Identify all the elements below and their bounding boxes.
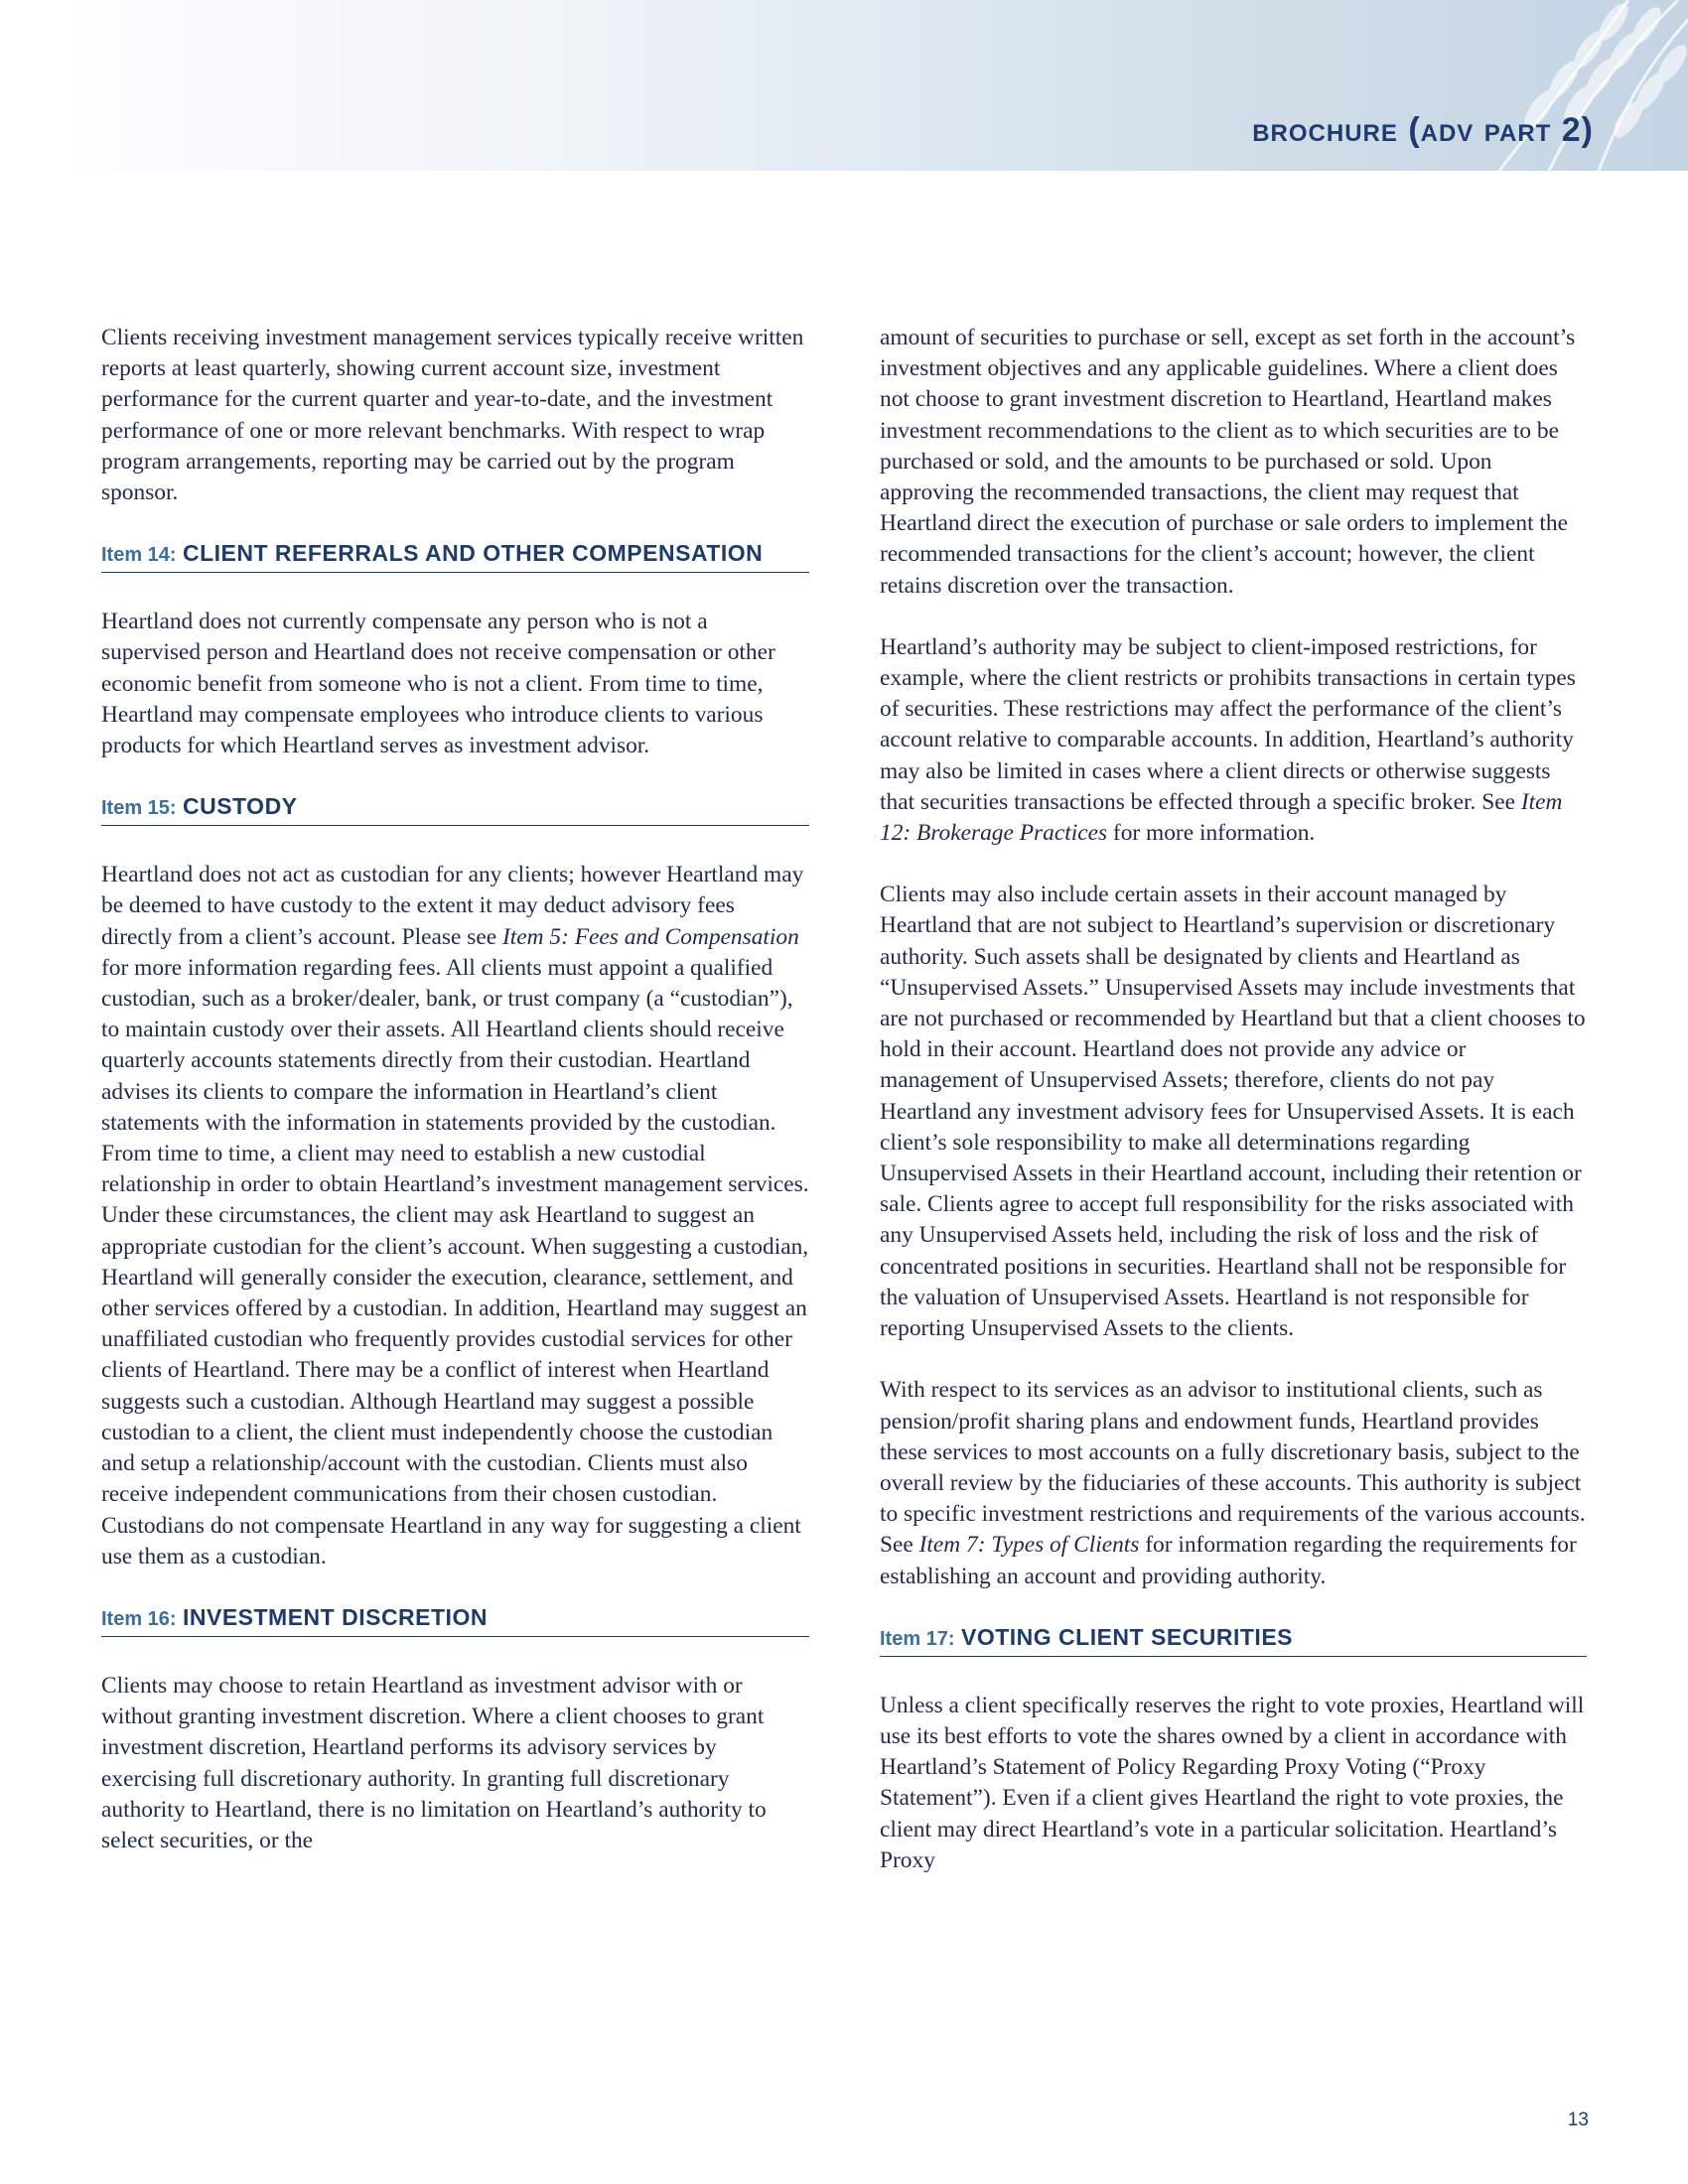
paragraph-referrals: Heartland does not currently compensate any person who is not a supervised person and Heartland does not receive compensation or other economic benefit from someone who is not a client. From time to time, Heartland may compensate employees who introduce clients to various products for which Heartland serves as investment advisor. xyxy=(101,609,775,759)
item-12-reference: Item 12: Brokerage Practices xyxy=(880,788,1563,847)
right-column xyxy=(880,323,1587,1907)
section-heading-item-14 xyxy=(101,539,809,573)
page-number: 13 xyxy=(1567,2110,1589,2130)
section-title: INVESTMENT DISCRETION xyxy=(182,1603,488,1630)
paragraph-unsupervised-assets: Clients may also include certain assets in their account managed by Heartland that are not subject to Heartland’s supervision or discretionary authority. Such assets shall be designated by clients and Heartland as “Unsupervised Assets.” Unsupervised Assets may include investments that are not purchased or recommended by Heartland but that a client chooses to hold in their account. Heartland does not provide any advice or management of Unsupervised Assets; therefore, clients do not pay Heartland any investment advisory fees for Unsupervised Assets. It is each client’s sole responsibility to make all determinations regarding Unsupervised Assets in their Heartland account, including their retention or sale. Clients agree to accept full responsibility for the risks associated with any Unsupervised Assets held, including the risk of loss and the risk of concentrated positions in securities. Heartland shall not be responsible for the valuation of Unsupervised Assets. Heartland is not responsible for reporting Unsupervised Assets to the clients. xyxy=(880,882,1586,1342)
section-title: CLIENT REFERRALS AND OTHER COMPENSATION xyxy=(182,540,764,567)
restrictions-text-1: Heartland’s authority may be subject to client-imposed restrictions, for example, where the client restricts or prohibits transactions in certain types of securities. These restrictions may affect the performance of the client’s account relative to comparable accounts. In addition, Heartland’s authority may also be limited in cases where a client directs or otherwise suggests that securities transactions be effected through a specific broker. See xyxy=(880,633,1576,815)
paragraph-proxy-voting: Unless a client specifically reserves the right to vote proxies, Heartland will use its best efforts to vote the shares owned by a client in accordance with Heartland’s Statement of Policy Regarding Proxy Voting (“Proxy Statement”). Even if a client gives Heartland the right to vote proxies, the client may direct Heartland’s vote in a particular solicitation. Heartland’s Proxy xyxy=(880,1692,1585,1873)
item-5-reference: Item 5: Fees and Compensation xyxy=(501,923,799,950)
item-number: Item 17: xyxy=(880,1627,955,1650)
section-heading-item-15 xyxy=(101,792,809,826)
paragraph-discretion: Clients may choose to retain Heartland as investment advisor with or without granting investment discretion. Where a client chooses to grant investment discretion, Heartland performs its advisory services by exercising full discretionary authority. In granting full discretionary authority to Heartland, there is no limitation on Heartland’s authority to select securities, or the xyxy=(101,1672,767,1853)
section-title: VOTING CLIENT SECURITIES xyxy=(960,1623,1294,1650)
paragraph-reports: Clients receiving investment management services typically receive written reports at least quarterly, showing current account size, investment performance for the current quarter and year-to-date, and the investment performance of one or more relevant benchmarks. With respect to wrap program arrangements, reporting may be carried out by the program sponsor. xyxy=(101,325,804,506)
item-number: Item 15: xyxy=(101,797,177,820)
item-number: Item 16: xyxy=(101,1607,177,1630)
paragraph-custody-1 xyxy=(101,860,809,1139)
institutional-text-1: With respect to its services as an advisor to institutional clients, such as pension/profit sharing plans and endowment funds, Heartland provides these services to most accounts on a fully discretionary basis, subject to the overall review by the fiduciaries of these accounts. This authority is subject to specific investment restrictions and requirements of the various accounts. See xyxy=(880,1377,1586,1559)
paragraph-custody-2: From time to time, a client may need to establish a new custodial relationship in order to obtain Heartland’s investment management services. Under these circumstances, the client may ask Heartland to suggest an appropriate custodian for the client’s account. When suggesting a custodian, Heartland will generally consider the execution, clearance, settlement, and other services offered by a custodian. In addition, Heartland may suggest an unaffiliated custodian who frequently provides custodial services for other clients of Heartland. There may be a conflict of interest when Heartland suggests such a custodian. Although Heartland may suggest a possible custodian to a client, the client must independently choose the custodian and setup a relationship/account with the custodian. Clients must also receive independent communications from their chosen custodian. Custodians do not compensate Heartland in any way for suggesting a client use them as a custodian. xyxy=(101,1141,809,1570)
section-title: CUSTODY xyxy=(182,793,298,820)
paragraph-institutional xyxy=(880,1375,1587,1591)
paragraph-discretion-cont: amount of securities to purchase or sell, except as set forth in the account’s investment objectives and any applicable guidelines. Where a client does not choose to grant investment discretion to Heartland, Heartland makes investment recommendations to the client as to which securities are to be purchased or sold, and the amounts to be purchased or sold. Upon approving the recommended transactions, the client may request that Heartland direct the execution of purchase or sale orders to implement the recommended transactions for the client’s account; however, the client retains discretion over the transaction. xyxy=(880,325,1576,599)
left-column xyxy=(101,323,809,1887)
custody-text-1: Heartland does not act as custodian for any clients; however Heartland may be deemed to have custody to the extent it may deduct advisory fees directly from a client’s account. Please see xyxy=(101,862,804,950)
section-heading-item-17 xyxy=(880,1623,1587,1657)
item-7-reference: Item 7: Types of Clients xyxy=(918,1532,1140,1559)
custody-text-2: for more information regarding fees. All clients must appoint a qualified custodian, such as a broker/dealer, bank, or trust company (a “custodian”), to maintain custody over their assets. All Heartland clients should receive quarterly accounts statements directly from their custodian. Heartland advises its clients to compare the information in Heartland’s client statements with the information in statements provided by the custodian. xyxy=(101,954,793,1136)
restrictions-text-2: for more information. xyxy=(1107,820,1316,847)
paragraph-restrictions xyxy=(880,632,1587,849)
institutional-text-2: for information regarding the requirements for establishing an account and providing authority. xyxy=(880,1532,1577,1589)
item-number: Item 14: xyxy=(101,544,177,567)
section-heading-item-16 xyxy=(101,1603,809,1637)
header-title: brochure (adv part 2) xyxy=(1252,111,1594,149)
